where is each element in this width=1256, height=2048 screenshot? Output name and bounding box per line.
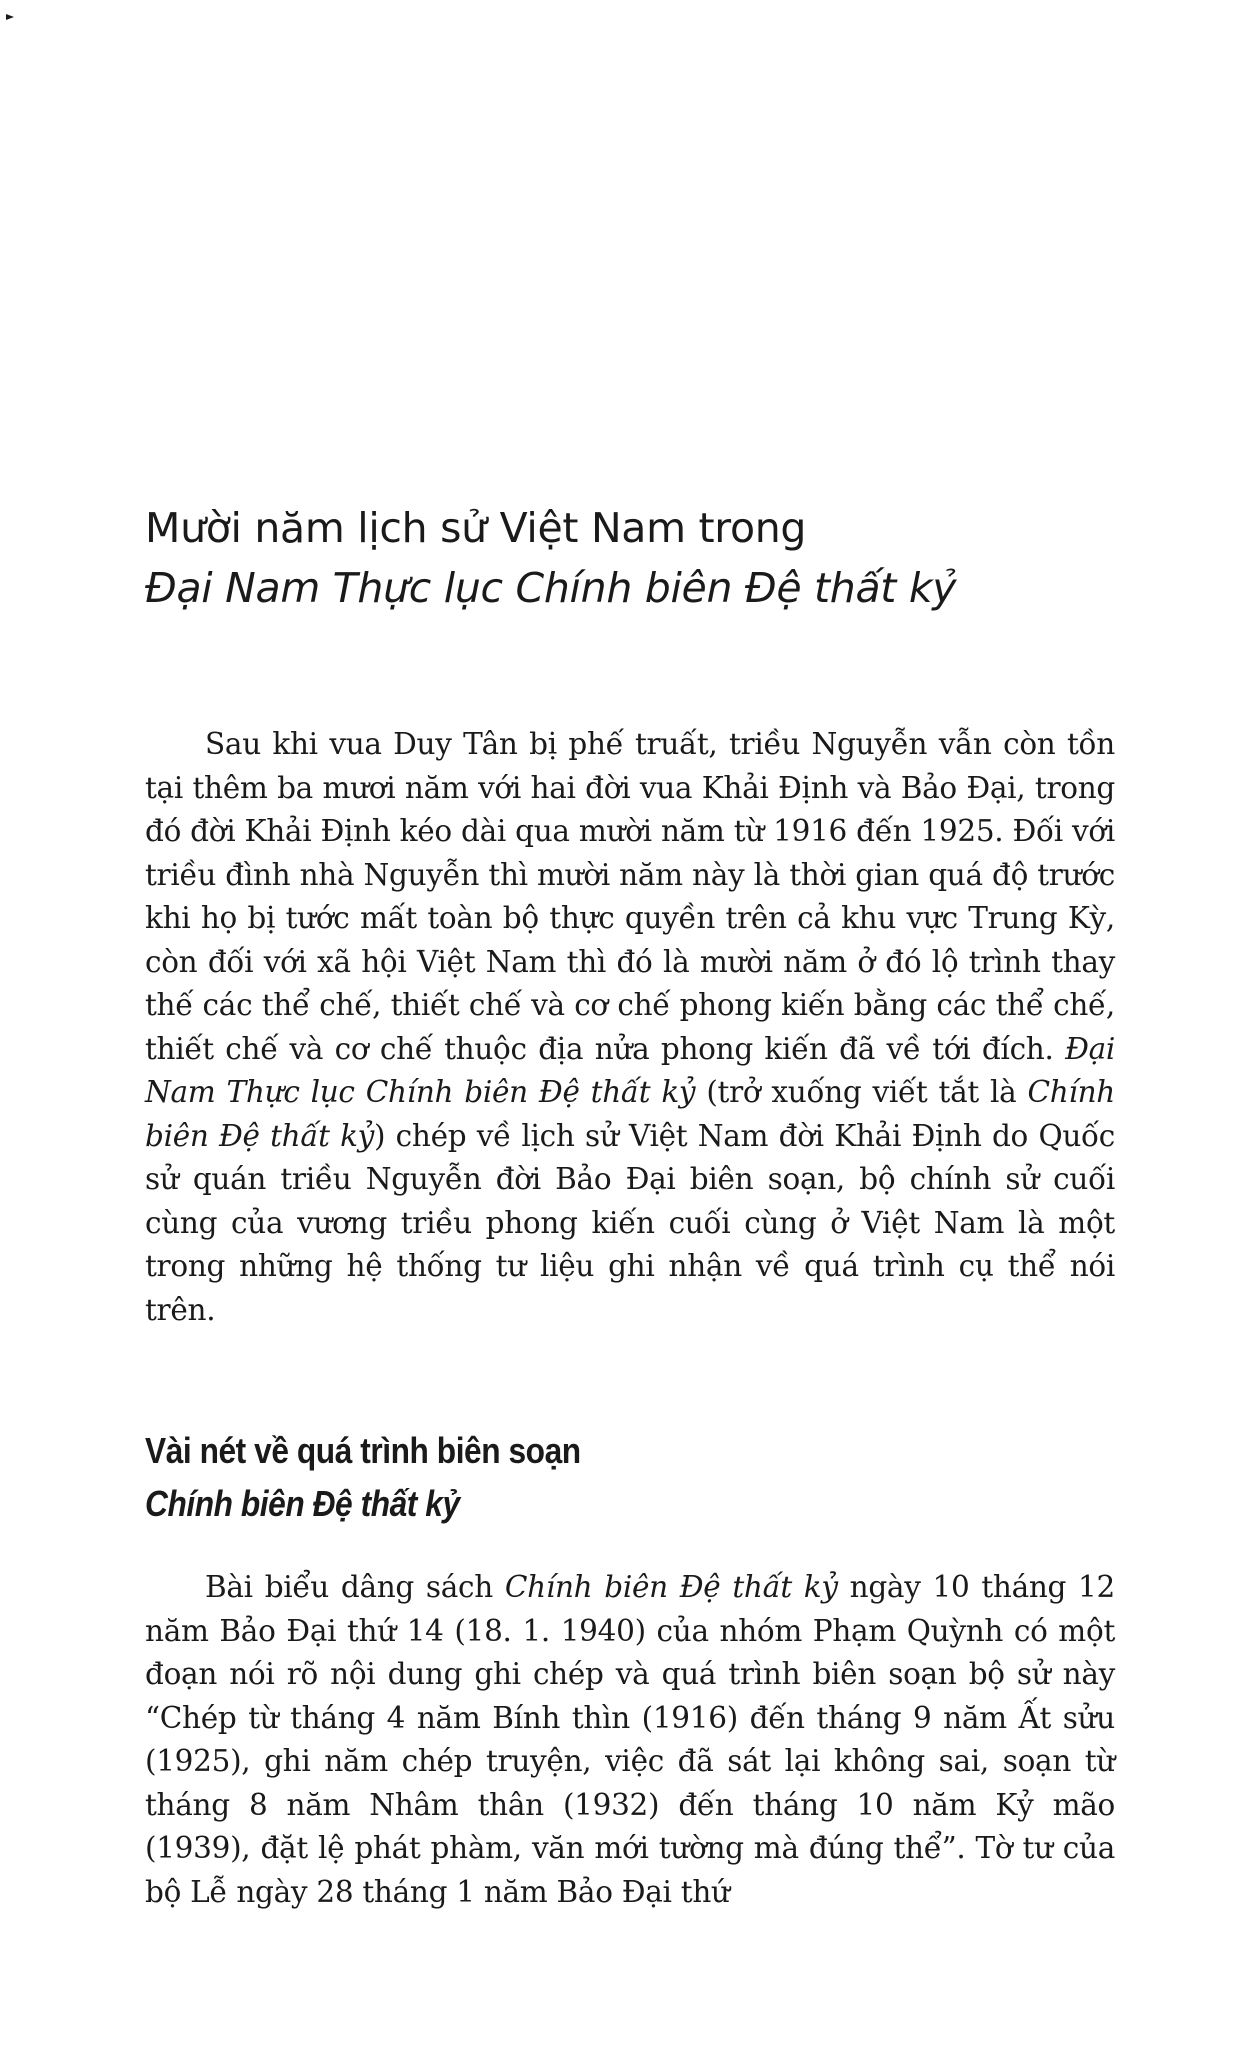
section-heading-line-1: Vài nét về quá trình biên soạn: [145, 1430, 581, 1471]
section-heading-line-2: Chính biên Đệ thất kỷ: [145, 1483, 460, 1524]
intro-text-2: (trở xuống viết tắt là: [695, 1075, 1028, 1109]
chapter-title-line-1: Mười năm lịch sử Việt Nam trong: [145, 504, 807, 552]
intro-paragraph: [145, 723, 1115, 1332]
intro-text-3: ) chép về lịch sử Việt Nam đời Khải Định do Quốc sử quán triều Nguyễn đời Bảo Đại biên soạn, bộ chính sử cuối cùng của vương triều phong kiến cuối cùng ở Việt Nam là một trong những hệ thống tư liệu ghi nhận về quá trình cụ thể nói trên.: [145, 1118, 1115, 1327]
intro-italic-2: Chính biên Đệ thất kỷ: [145, 1075, 1115, 1153]
section-text-1: Bài biểu dâng sách: [205, 1570, 505, 1604]
section-paragraph: [145, 1566, 1115, 1914]
section-text-2: ngày 10 tháng 12 năm Bảo Đại thứ 14 (18. 1. 1940) của nhóm Phạm Quỳnh có một đoạn nói rõ nội dung ghi chép và quá trình biên soạn bộ sử này “Chép từ tháng 4 năm Bính thìn (1916) đến tháng 9 năm Ất sửu (1925), ghi năm chép truyện, việc đã sát lại không sai, soạn từ tháng 8 năm Nhâm thân (1932) đến tháng 10 năm Kỷ mão (1939), đặt lệ phát phàm, văn mới tường mà đúng thể”. Tờ tư của bộ Lễ ngày 28 tháng 1 năm Bảo Đại thứ: [145, 1570, 1115, 1909]
section-italic-1: Chính biên Đệ thất kỷ: [504, 1570, 838, 1604]
chapter-title: [145, 498, 1115, 618]
intro-italic-1: Đại Nam Thực lục Chính biên Đệ thất kỷ: [145, 1031, 1115, 1109]
chapter-title-line-2: Đại Nam Thực lục Chính biên Đệ thất kỷ: [145, 564, 957, 612]
intro-text-1: Sau khi vua Duy Tân bị phế truất, triều Nguyễn vẫn còn tồn tại thêm ba mươi năm với hai đời vua Khải Định và Bảo Đại, trong đó đời Khải Định kéo dài qua mười năm từ 1916 đến 1925. Đối với triều đình nhà Nguyễn thì mười năm này là thời gian quá độ trước khi họ bị tước mất toàn bộ thực quyền trên cả khu vực Trung Kỳ, còn đối với xã hội Việt Nam thì đó là mười năm ở đó lộ trình thay thế các thể chế, thiết chế và cơ chế phong kiến bằng các thể chế, thiết chế và cơ chế thuộc địa nửa phong kiến đã về tới đích.: [145, 727, 1115, 1066]
corner-mark: [6, 14, 14, 20]
page-content: [145, 498, 1115, 1914]
section-heading: [145, 1424, 999, 1530]
